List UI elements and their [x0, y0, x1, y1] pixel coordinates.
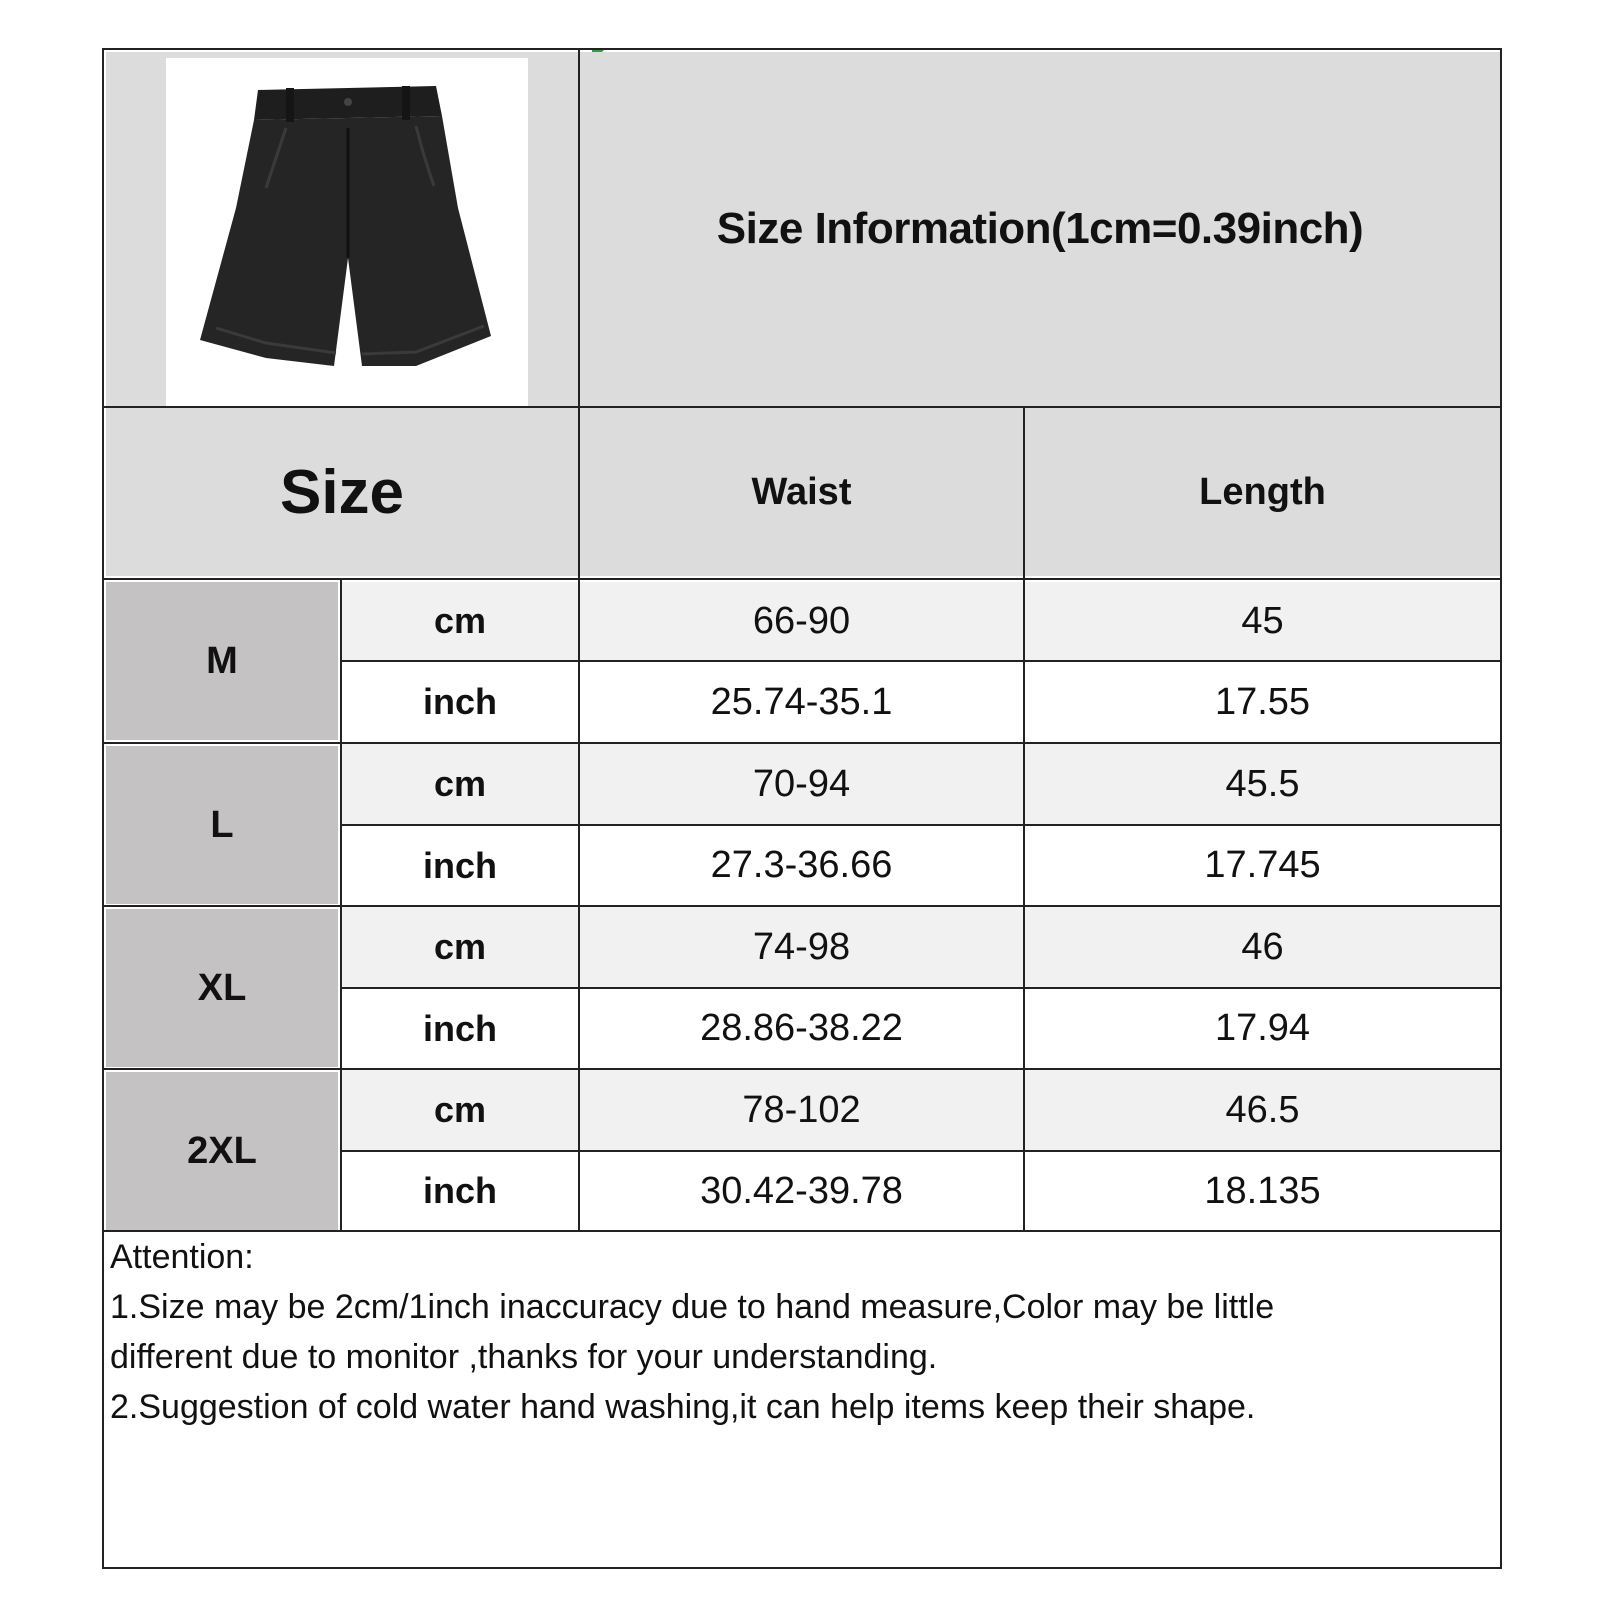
note-line: 2.Suggestion of cold water hand washing,it can help items keep their shape.	[110, 1388, 1256, 1426]
waist-cell	[580, 662, 1023, 742]
length-value: 17.55	[1214, 680, 1311, 723]
note-line: 1.Size may be 2cm/1inch inaccuracy due to hand measure,Color may be little	[110, 1288, 1275, 1326]
length-value: 45	[1241, 599, 1284, 642]
divider	[104, 406, 1500, 408]
divider	[578, 50, 580, 1230]
shorts-image	[166, 58, 528, 408]
length-cell	[1025, 1152, 1500, 1230]
waist-value: 28.86-38.22	[700, 1007, 903, 1049]
divider	[340, 1150, 1500, 1152]
size-cell-m	[106, 582, 338, 740]
length-cell	[1025, 662, 1500, 742]
waist-value: 70-94	[752, 762, 851, 805]
unit-cell	[342, 744, 578, 824]
unit-cell	[342, 662, 578, 742]
unit-label: cm	[433, 926, 487, 967]
title-cell	[580, 52, 1500, 406]
product-photo	[166, 58, 528, 408]
attention-notes	[110, 1232, 1490, 1432]
divider	[340, 824, 1500, 826]
waist-value: 74-98	[752, 925, 851, 968]
unit-label: inch	[422, 844, 497, 886]
size-cell-xl	[106, 909, 338, 1067]
divider	[104, 1068, 1500, 1070]
notes-heading: Attention:	[110, 1238, 254, 1276]
waist-value: 27.3-36.66	[710, 844, 893, 886]
waist-value: 78-102	[742, 1088, 861, 1131]
size-header: Size	[279, 457, 405, 527]
unit-cell	[342, 907, 578, 987]
divider	[1023, 406, 1025, 1230]
unit-cell	[342, 1070, 578, 1150]
waist-cell	[580, 1070, 1023, 1150]
waist-value: 25.74-35.1	[710, 680, 893, 723]
length-value: 18.135	[1204, 1169, 1321, 1212]
length-cell	[1025, 989, 1500, 1068]
waist-cell	[580, 826, 1023, 905]
unit-cell	[342, 582, 578, 660]
unit-label: inch	[422, 681, 497, 722]
divider	[340, 578, 342, 1230]
waist-cell	[580, 582, 1023, 660]
waist-cell	[580, 744, 1023, 824]
unit-label: cm	[433, 763, 487, 804]
unit-label: cm	[433, 600, 487, 641]
length-cell	[1025, 744, 1500, 824]
length-header: Length	[1199, 470, 1326, 513]
unit-cell	[342, 1152, 578, 1230]
waist-cell	[580, 989, 1023, 1068]
length-cell	[1025, 907, 1500, 987]
size-cell-l	[106, 746, 338, 904]
size-cell-2xl	[106, 1072, 338, 1230]
length-cell	[1025, 1070, 1500, 1150]
length-value: 46.5	[1225, 1088, 1300, 1131]
length-header-cell	[1025, 408, 1500, 576]
length-value: 17.745	[1204, 844, 1321, 886]
divider	[104, 742, 1500, 744]
page-title: Size Information(1cm=0.39inch)	[716, 204, 1364, 253]
divider	[340, 660, 1500, 662]
length-value: 46	[1241, 925, 1284, 968]
product-photo-panel	[106, 52, 592, 410]
unit-label: inch	[422, 1170, 497, 1211]
waist-header-cell	[580, 408, 1023, 576]
unit-cell	[342, 989, 578, 1068]
divider	[340, 987, 1500, 989]
length-value: 45.5	[1225, 762, 1300, 805]
divider	[104, 905, 1500, 907]
size-header-cell	[106, 408, 578, 576]
waist-cell	[580, 1152, 1023, 1230]
length-cell	[1025, 826, 1500, 905]
size-label: 2XL	[187, 1129, 257, 1172]
waist-value: 66-90	[752, 599, 851, 642]
waist-cell	[580, 907, 1023, 987]
unit-cell	[342, 826, 578, 905]
waist-value: 30.42-39.78	[700, 1169, 903, 1212]
waist-header: Waist	[751, 470, 852, 513]
note-line: different due to monitor ,thanks for your understanding.	[110, 1338, 938, 1376]
length-cell	[1025, 582, 1500, 660]
size-label: M	[206, 639, 238, 682]
size-label: XL	[197, 966, 247, 1009]
unit-label: inch	[422, 1007, 497, 1049]
size-chart	[102, 48, 1502, 1569]
size-label: L	[210, 803, 234, 846]
divider	[104, 578, 1500, 580]
unit-label: cm	[433, 1089, 487, 1130]
length-value: 17.94	[1214, 1007, 1311, 1049]
